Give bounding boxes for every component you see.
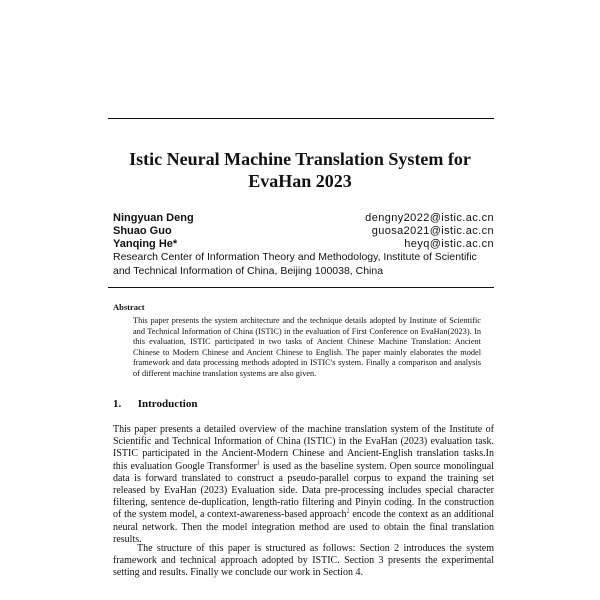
author-email[interactable]: dengny2022@istic.ac.cn xyxy=(365,212,494,224)
footnote-marker[interactable]: 1 xyxy=(257,460,261,467)
author-row xyxy=(113,238,494,251)
abstract-separator xyxy=(108,287,494,288)
paragraph-text: This paper presents a detailed overview of the machine translation system of the Institute of Scientific and Technical Information of China (ISTIC) in the EvaHan (2023) evaluation task. ISTIC participated in the Ancient-Modern Chinese and Ancient-English translation tasks.In this evaluation Google Transformer xyxy=(113,424,494,472)
section-number: 1. xyxy=(113,398,122,410)
author-email[interactable]: heyq@istic.ac.cn xyxy=(404,238,494,250)
author-name: Ningyuan Deng xyxy=(113,212,194,224)
abstract-text: This paper presents the system architecture and the technique details adopted by Institute of Scientific and Technical Information of China (ISTIC) in the evaluation of First Conference on EvaHan(2023). In this evaluation, ISTIC participated in two tasks of Ancient Chinese Machine Translation: Ancient Chinese to Modern Chinese and Ancient Chinese to English. The paper mainly elaborates the model framework and data processing methods adopted in ISTIC's system. Finally a comparison and analysis of different machine translation systems are also given. xyxy=(133,316,481,378)
footnote-marker[interactable]: 2 xyxy=(346,509,350,516)
intro-paragraph-1 xyxy=(113,424,494,546)
author-name: Yanqing He* xyxy=(113,238,178,250)
header-rule xyxy=(108,118,494,119)
abstract-heading: Abstract xyxy=(113,302,145,312)
paragraph-text: encode the context as an additional neural network. Then the model integration method are used to obtain the final translation results. xyxy=(113,509,494,545)
section-title: Introduction xyxy=(137,398,198,410)
author-row xyxy=(113,225,494,238)
author-name: Shuao Guo xyxy=(113,225,172,237)
author-affiliation: Research Center of Information Theory and Methodology, Institute of Scientific and Technical Information of China, Beijing 100038, China xyxy=(113,251,477,277)
intro-paragraph-2: The structure of this paper is structured as follows: Section 2 introduces the system framework and technical approach adopted by ISTIC. Section 3 presents the experimental setting and results. Finally we conclude our work in Section 4. xyxy=(113,543,494,579)
author-block xyxy=(113,212,494,278)
author-email[interactable]: guosa2021@istic.ac.cn xyxy=(371,225,494,237)
paper-title: Istic Neural Machine Translation System for EvaHan 2023 xyxy=(129,149,471,191)
section-heading xyxy=(113,398,197,410)
paragraph-text: is used as the baseline system. Open source monolingual data is forward translated to construct a pseudo-parallel corpus to expand the training set released by EvaHan (2023) Evaluation side. Data pre-processing includes special character filtering, sentence de-duplication, length-ratio filtering and Pinyin coding. In the construction of the system model, a context-awareness-based approach xyxy=(113,460,494,521)
author-row xyxy=(113,212,494,225)
